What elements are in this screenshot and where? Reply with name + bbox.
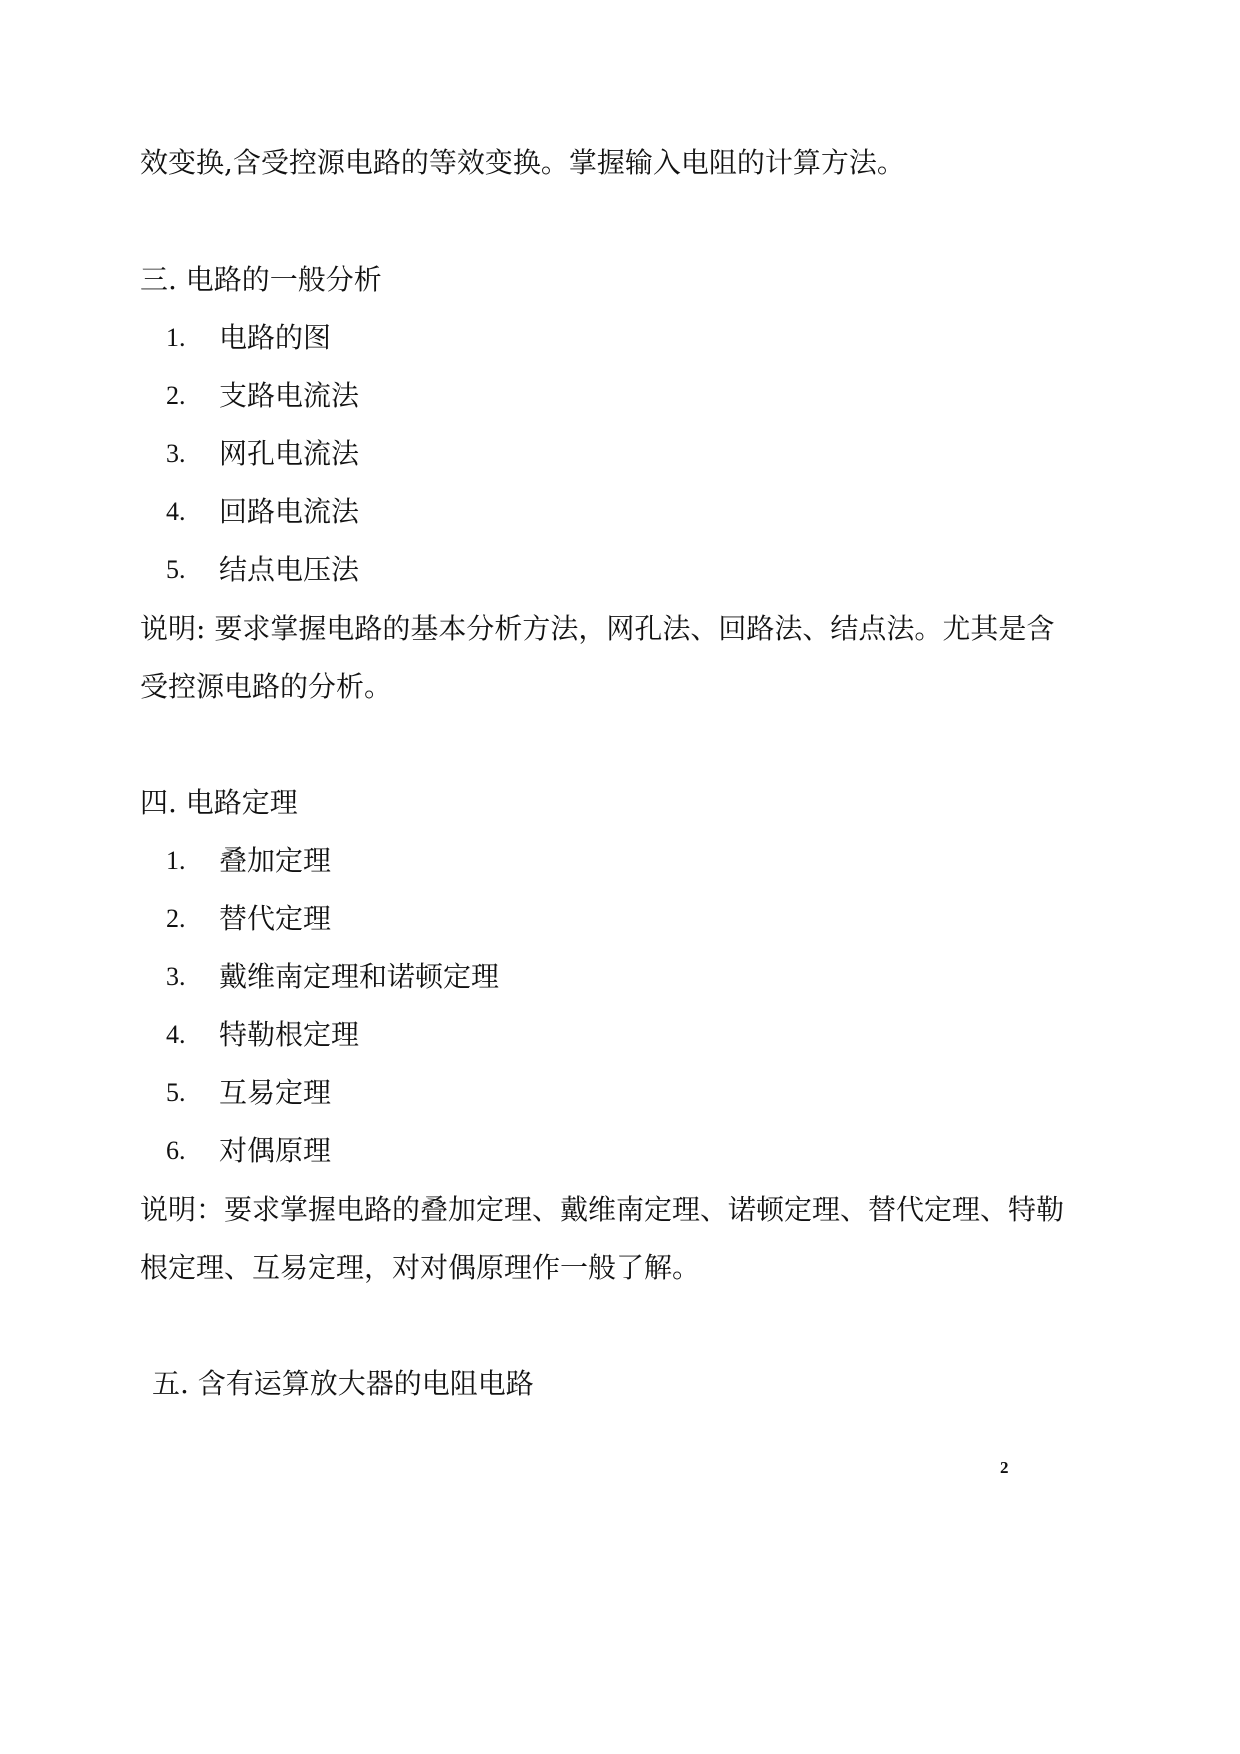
list-item-label: 戴维南定理和诺顿定理 — [219, 960, 500, 993]
list-item-label: 特勒根定理 — [219, 1018, 360, 1051]
list-item-number: 2. — [166, 904, 186, 933]
list-item-label: 支路电流法 — [219, 379, 360, 412]
list-item-number: 1. — [166, 323, 186, 352]
list-item-label: 互易定理 — [219, 1076, 332, 1109]
list-item-label: 回路电流法 — [219, 495, 360, 528]
list-item-label: 叠加定理 — [219, 844, 332, 877]
list-item-label: 电路的图 — [219, 321, 332, 354]
note-text: 说明: 要求掌握电路的基本分析方法，网孔法、回路法、结点法。尤其是含 — [140, 612, 1055, 645]
list-item-number: 3. — [166, 962, 186, 991]
list-item-label: 对偶原理 — [219, 1134, 332, 1167]
note-text: 受控源电路的分析。 — [140, 670, 393, 703]
list-item-number: 2. — [166, 381, 186, 410]
list-item-label: 结点电压法 — [219, 553, 360, 586]
list-item-label: 替代定理 — [219, 902, 332, 935]
list-item-number: 5. — [166, 555, 186, 584]
list-item-number: 6. — [166, 1136, 186, 1165]
note-text: 根定理、互易定理，对对偶原理作一般了解。 — [140, 1251, 701, 1284]
list-item-label: 网孔电流法 — [219, 437, 360, 470]
continuation-text: 效变换,含受控源电路的等效变换。掌握输入电阻的计算方法。 — [140, 146, 905, 179]
list-item-number: 3. — [166, 439, 186, 468]
list-item-number: 4. — [166, 497, 186, 526]
section-heading: 五. 含有运算放大器的电阻电路 — [152, 1367, 534, 1400]
list-item-number: 5. — [166, 1078, 186, 1107]
page-number: 2 — [1000, 1458, 1009, 1477]
note-text: 说明：要求掌握电路的叠加定理、戴维南定理、诺顿定理、替代定理、特勒 — [140, 1193, 1065, 1226]
list-item-number: 1. — [166, 846, 186, 875]
section-heading: 四. 电路定理 — [140, 786, 298, 819]
section-heading: 三. 电路的一般分析 — [140, 263, 382, 296]
list-item-number: 4. — [166, 1020, 186, 1049]
